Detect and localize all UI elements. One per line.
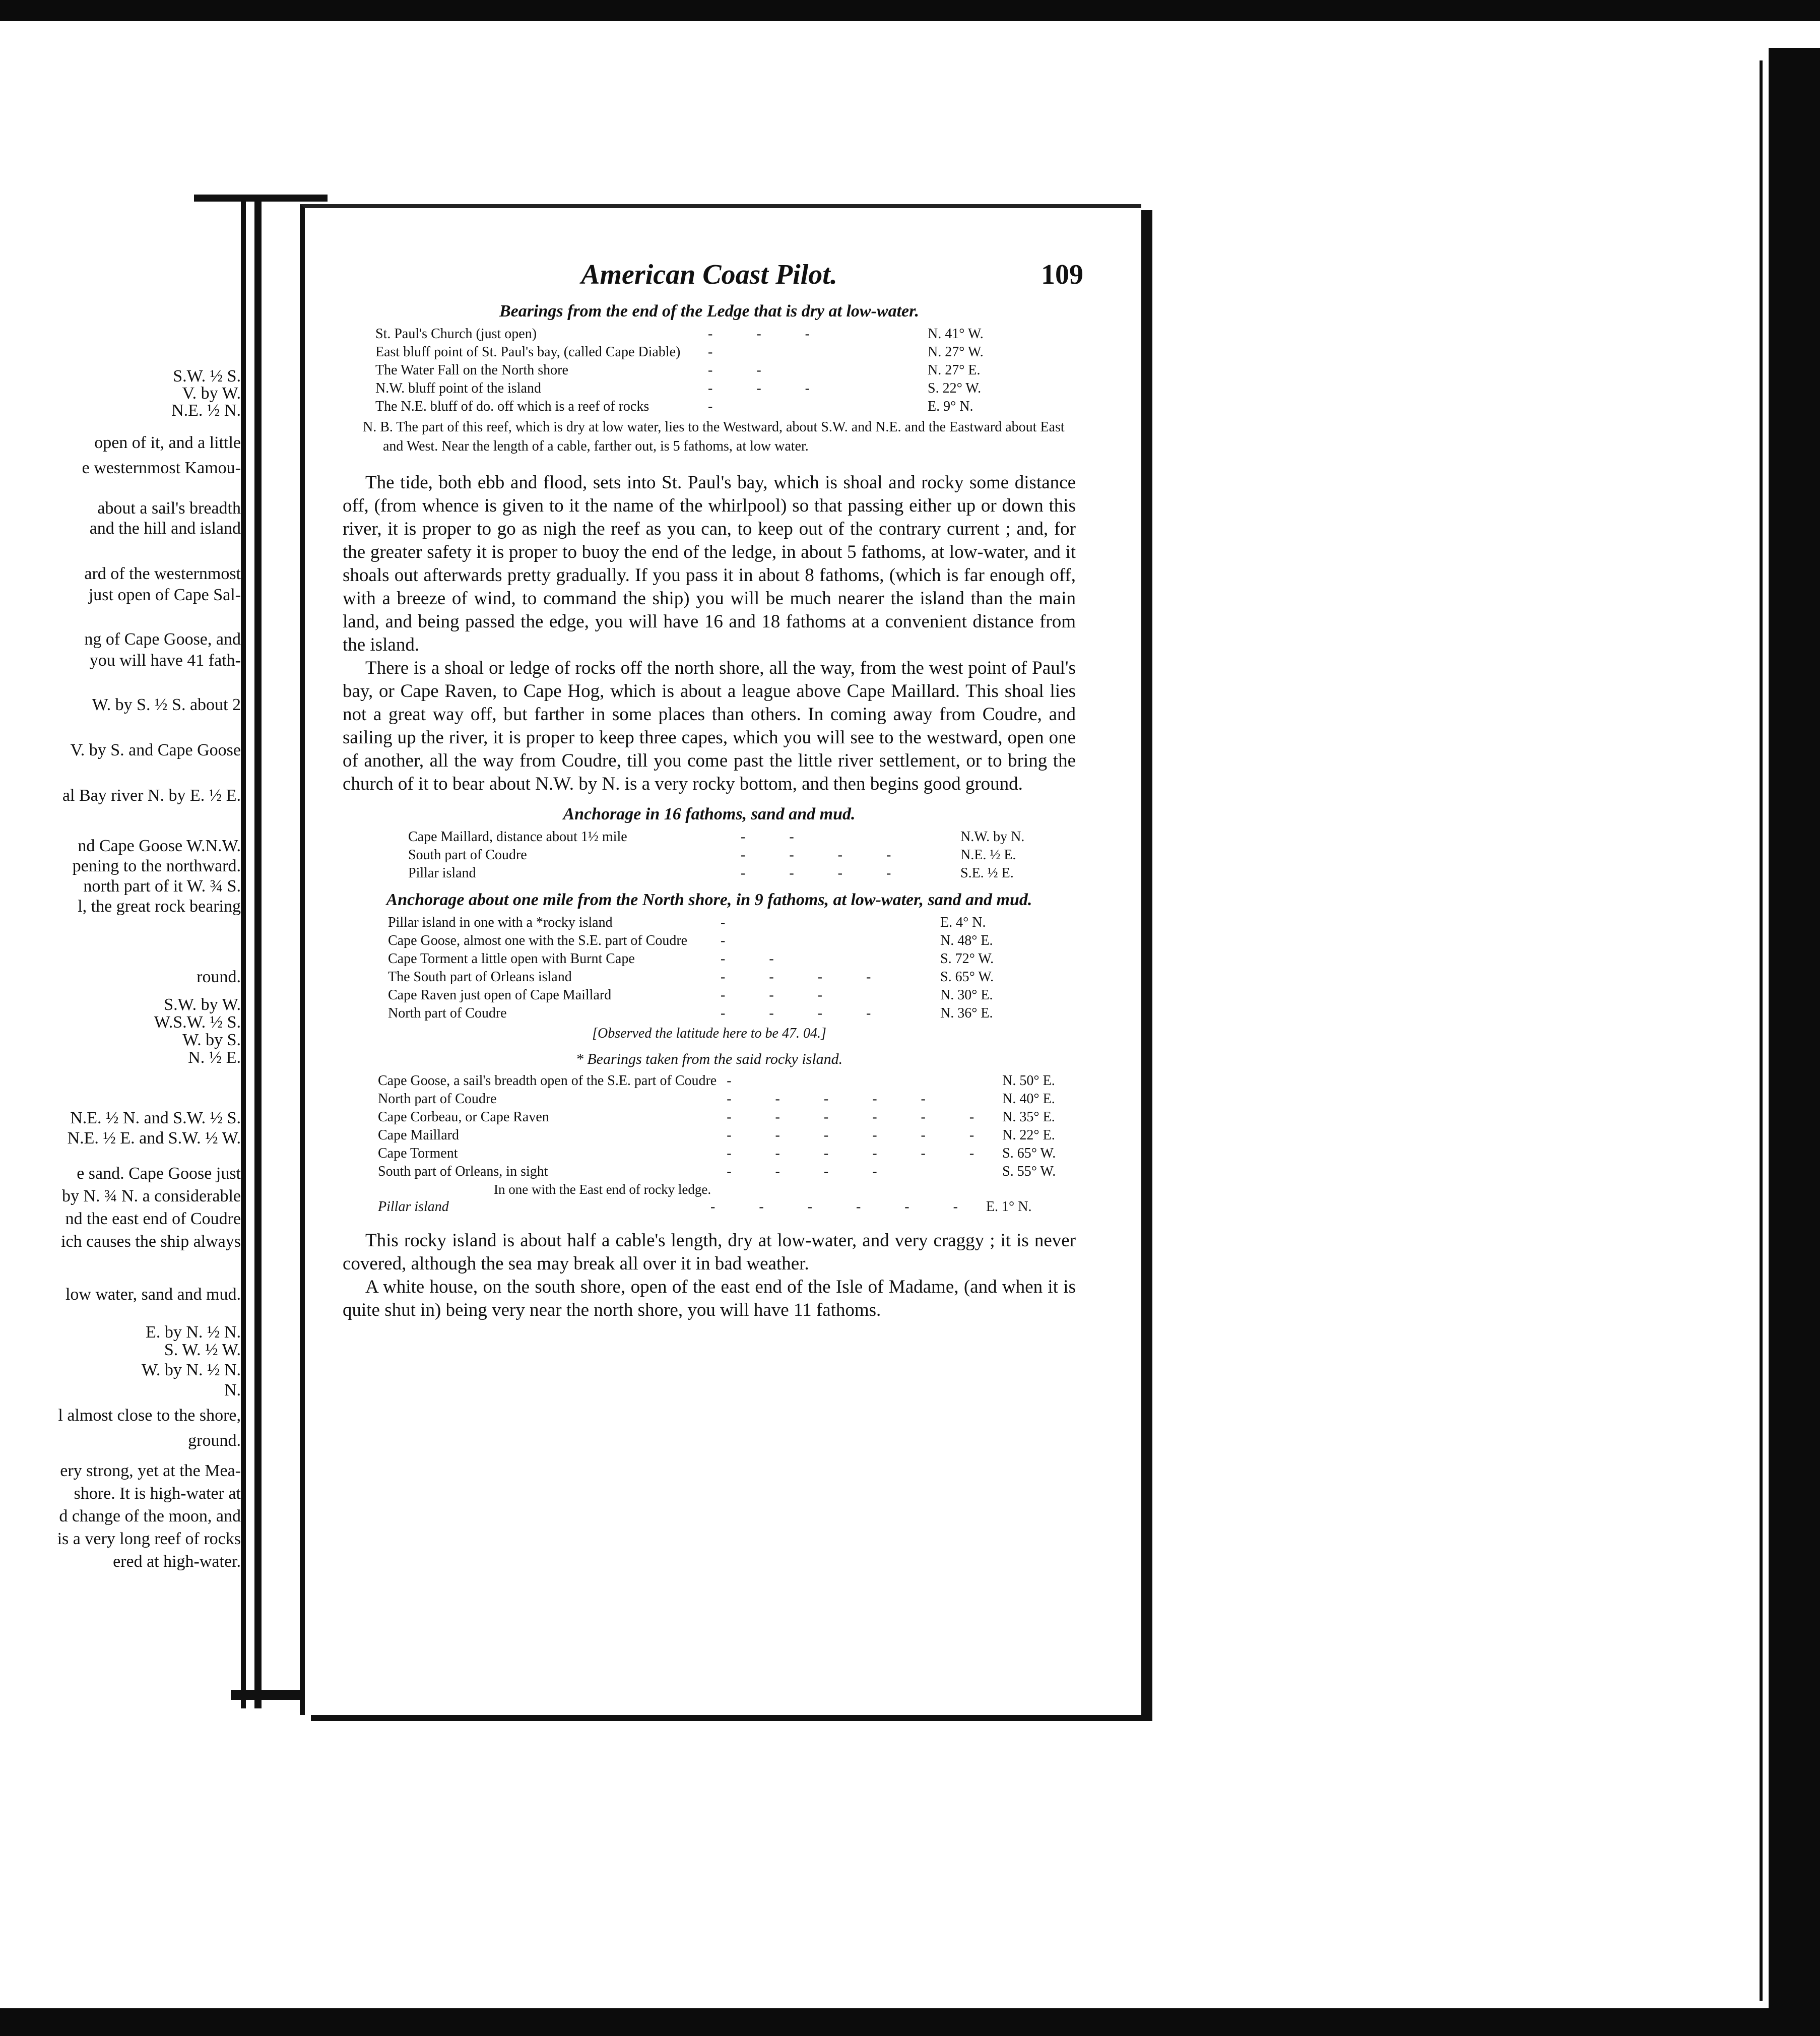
bearings-table-ledge-body <box>375 325 984 416</box>
paragraph-white-house: A white house, on the south shore, open of the east end of the Isle of Madame, (and when it is quite shut in) being very near the north shore, you will have 11 fathoms. <box>343 1277 1076 1320</box>
spine-inner <box>254 197 262 1708</box>
bearing-leader-dashes: - <box>727 1073 752 1089</box>
bearing-leader-dashes: - - <box>721 951 794 967</box>
running-title: American Coast Pilot. <box>581 259 837 290</box>
bearing-row <box>408 846 1024 864</box>
bearing-place: East bluff point of St. Paul's bay, (called Cape Diable) <box>375 344 681 360</box>
bearings-table-anchorage-9-body <box>388 914 994 1023</box>
bearing-value: N. 22° E. <box>1002 1127 1055 1143</box>
left-page-line: N. ½ E. <box>188 1048 241 1067</box>
bearing-row <box>388 914 994 932</box>
bearing-value: S. 55° W. <box>1002 1164 1056 1179</box>
bearing-leader-dashes: - - - - <box>741 865 912 881</box>
section-heading-anchorage-16: Anchorage in 16 fathoms, sand and mud. <box>563 805 856 823</box>
left-page-line: pening to the northward. <box>72 857 241 875</box>
bearings-row-pillar-island <box>378 1198 1031 1216</box>
left-page-line: W. by S. ½ S. about 2 <box>92 695 241 714</box>
bearing-leader-dashes: - - - <box>721 987 842 1003</box>
bearing-value: S. 65° W. <box>940 969 994 985</box>
bearing-row <box>375 398 984 416</box>
left-page-line: W. by N. ½ N. <box>141 1361 241 1379</box>
left-page-line: e sand. Cape Goose just <box>77 1164 241 1183</box>
bearing-row <box>388 968 994 986</box>
left-page-line: and the hill and island <box>89 519 241 538</box>
left-page-fragment <box>0 0 241 2036</box>
binding-clip-top <box>194 195 328 202</box>
bearing-value: S. 72° W. <box>940 951 994 967</box>
left-page-line: S. W. ½ W. <box>164 1341 241 1359</box>
left-page-line: N.E. ½ N. <box>171 401 241 420</box>
bearing-place: Cape Maillard <box>378 1127 459 1143</box>
left-page-line: ard of the westernmost <box>84 564 241 583</box>
bearing-place: Cape Raven just open of Cape Maillard <box>388 987 612 1003</box>
bearing-leader-dashes: - <box>721 933 746 948</box>
bearing-place: Cape Torment <box>378 1146 458 1161</box>
left-page-line: ng of Cape Goose, and <box>84 630 241 649</box>
bearing-row <box>378 1144 1056 1163</box>
bearing-value: S.E. ½ E. <box>960 865 1014 881</box>
bearing-value: N. 40° E. <box>1002 1091 1055 1107</box>
bearing-leader-dashes: - - - <box>708 326 830 342</box>
left-page-line: ered at high-water. <box>113 1552 241 1571</box>
left-page-line: ich causes the ship always <box>61 1232 241 1251</box>
bearing-value: E. 4° N. <box>940 915 986 930</box>
bearing-leader-dashes: - - - - <box>741 847 912 863</box>
left-page-line: round. <box>197 968 241 986</box>
bearing-value: N.E. ½ E. <box>960 847 1016 863</box>
paragraph-shoal: There is a shoal or ledge of rocks off the north shore, all the way, from the west point of Paul's bay, or Cape Raven, to Cape Hog, which is about a league above Cape Maillard. This shoal lies not a great way off, but farther in some places than others. In coming away from Coudre, and sailing up the river, it is proper to keep three capes, which you will see to the westward, open one of another, all the way from Coudre, till you come past the little river settlement, or to bring the church of it to bear about N.W. by N. is a very rocky bottom, and then begins good ground. <box>343 658 1076 794</box>
left-page-line: north part of it W. ¾ S. <box>83 877 241 896</box>
bearing-leader-dashes: - - - - <box>721 969 891 985</box>
left-page-line: d change of the moon, and <box>59 1507 241 1525</box>
bearing-value: N. 35° E. <box>1002 1109 1055 1125</box>
left-page-line: W. by S. <box>182 1031 241 1049</box>
bearings-table-rocky-island-body <box>378 1072 1056 1181</box>
bearing-place: Cape Maillard, distance about 1½ mile <box>408 829 627 845</box>
left-page-line: S.W. ½ S. <box>173 367 241 386</box>
page-content <box>343 259 1083 1322</box>
bearing-place: Cape Torment a little open with Burnt Cape <box>388 951 635 967</box>
bearing-row <box>388 986 994 1004</box>
bearing-value: N. 27° W. <box>928 344 984 360</box>
bearing-row <box>375 325 984 343</box>
bearing-value: N. 30° E. <box>940 987 993 1003</box>
bearing-value: N. 48° E. <box>940 933 993 948</box>
left-page-line: N.E. ½ E. and S.W. ½ W. <box>67 1129 241 1148</box>
bearing-leader-dashes: - <box>708 344 733 360</box>
left-page-line: low water, sand and mud. <box>65 1285 241 1304</box>
bearing-place: Pillar island <box>378 1199 449 1215</box>
bearing-place: North part of Coudre <box>378 1091 497 1107</box>
paragraph-tide: The tide, both ebb and flood, sets into St. Paul's bay, which is shoal and rocky some distance off, (from whence is given to it the name of the whirlpool) so that passing either up or down this river, it is proper to go as nigh the reef as you can, to keep out of the contrary current ; and, for the greater safety it is proper to buoy the end of the ledge, in about 5 fathoms, at low-water, and it shoals out afterwards pretty gradually. If you pass it in about 8 fathoms, (which is far enough off, with a breeze of wind, to command the ship) you will be much nearer the island than the main land, and being passed the edge, you will have 16 and 18 fathoms at a convenient distance from the island. <box>343 472 1076 655</box>
book-page <box>300 204 1141 1715</box>
left-page-line: W.S.W. ½ S. <box>154 1013 241 1032</box>
bearing-leader-dashes: - - - - - - <box>727 1109 995 1125</box>
bearings-table-ledge <box>375 325 984 416</box>
bearing-value: S. 22° W. <box>928 380 982 396</box>
bearing-place: N.W. bluff point of the island <box>375 380 541 396</box>
paragraph-rocky-island: This rocky island is about half a cable's length, dry at low-water, and very craggy ; it is never covered, although the sea may break all over it in bad weather. <box>343 1230 1076 1274</box>
bearing-row <box>388 1004 994 1023</box>
left-page-line: ery strong, yet at the Mea- <box>60 1461 241 1480</box>
scan-border-right <box>1769 48 1820 2008</box>
bearing-place: The N.E. bluff of do. off which is a reef of rocks <box>375 399 649 414</box>
bearing-value: N. 27° E. <box>928 362 981 378</box>
left-page-line: E. by N. ½ N. <box>146 1323 241 1342</box>
bearing-place: The South part of Orleans island <box>388 969 572 985</box>
left-page-line: is a very long reef of rocks <box>57 1530 241 1548</box>
left-page-line: nd Cape Goose W.N.W. <box>78 837 241 855</box>
bearing-row <box>378 1090 1056 1108</box>
bearing-leader-dashes: - - - - <box>721 1005 891 1021</box>
spine-outer <box>241 197 246 1708</box>
bearing-leader-dashes: - - - - - - <box>710 1199 978 1215</box>
scan-border-bottom <box>0 2008 1820 2036</box>
section-heading-ledge: Bearings from the end of the Ledge that is dry at low-water. <box>499 302 920 321</box>
left-page-line: al Bay river N. by E. ½ E. <box>62 786 241 805</box>
bearing-row <box>378 1163 1056 1181</box>
bearing-leader-dashes: - - <box>708 362 782 378</box>
bearing-place: Pillar island <box>408 865 476 881</box>
bearing-row <box>375 361 984 379</box>
rocky-ledge-subline: In one with the East end of rocky ledge. <box>494 1182 711 1197</box>
left-page-line: just open of Cape Sal- <box>88 586 241 604</box>
bearing-place: St. Paul's Church (just open) <box>375 326 537 342</box>
running-head <box>343 259 1083 299</box>
left-page-line: N.E. ½ N. and S.W. ½ S. <box>70 1109 241 1127</box>
left-page-line: shore. It is high-water at <box>74 1484 241 1503</box>
left-page-line: N. <box>224 1381 241 1399</box>
left-page-line: V. by S. and Cape Goose <box>70 741 241 759</box>
bearing-leader-dashes: - - - - - - <box>727 1146 995 1161</box>
bearing-row <box>408 864 1024 882</box>
bearing-place: Cape Goose, almost one with the S.E. part of Coudre <box>388 933 688 948</box>
left-page-line: ground. <box>188 1431 241 1450</box>
bearing-place: South part of Coudre <box>408 847 527 863</box>
bearing-row <box>378 1198 1031 1216</box>
left-page-line: V. by W. <box>182 384 241 403</box>
bearing-place: North part of Coudre <box>388 1005 507 1021</box>
bearing-value: N.W. by N. <box>960 829 1025 845</box>
bearing-leader-dashes: - - - - <box>727 1164 897 1179</box>
bearing-value: S. 65° W. <box>1002 1146 1056 1161</box>
page-number: 109 <box>1041 259 1083 290</box>
left-page-line: e westernmost Kamou- <box>82 459 241 477</box>
left-page-line: about a sail's breadth <box>97 499 241 518</box>
section-heading-rocky-island: * Bearings taken from the said rocky island. <box>575 1051 843 1067</box>
bearings-table-anchorage-16-body <box>408 828 1024 882</box>
scan-border-top <box>0 0 1820 21</box>
bearing-value: N. 41° W. <box>928 326 984 342</box>
bearings-table-anchorage-16 <box>408 828 1024 882</box>
bearing-value: E. 1° N. <box>986 1199 1032 1215</box>
bearing-leader-dashes: - <box>708 399 733 414</box>
bearing-row <box>378 1108 1056 1126</box>
page-edge-right <box>1760 60 1763 2001</box>
left-page-line: nd the east end of Coudre <box>65 1210 241 1228</box>
bearing-row <box>408 828 1024 846</box>
left-page-line: S.W. by W. <box>164 995 241 1014</box>
bearing-row <box>388 932 994 950</box>
bearing-leader-dashes: - - - - - <box>727 1091 946 1107</box>
left-page-line: l, the great rock bearing <box>78 897 241 916</box>
bearings-table-anchorage-9 <box>388 914 994 1023</box>
bearing-row <box>375 379 984 398</box>
latitude-note: [Observed the latitude here to be 47. 04.] <box>592 1026 826 1041</box>
bearing-leader-dashes: - - <box>741 829 814 845</box>
section-heading-anchorage-9: Anchorage about one mile from the North shore, in 9 fathoms, at low-water, sand and mud. <box>386 890 1032 909</box>
bearing-row <box>375 343 984 361</box>
bearing-value: N. 36° E. <box>940 1005 993 1021</box>
bearing-place: Cape Goose, a sail's breadth open of the S.E. part of Coudre <box>378 1073 717 1089</box>
bearing-place: The Water Fall on the North shore <box>375 362 568 378</box>
left-page-line: l almost close to the shore, <box>58 1406 241 1425</box>
bearing-value: N. 50° E. <box>1002 1073 1055 1089</box>
bearing-leader-dashes: - - - <box>708 380 830 396</box>
bearing-leader-dashes: - <box>721 915 746 930</box>
nb-note: N. B. The part of this reef, which is dry at low water, lies to the Westward, about S.W. and N.E. and the Eastward about East and West. Near the length of a cable, farther out, is 5 fathoms, at low water. <box>363 419 1065 454</box>
left-page-line: you will have 41 fath- <box>89 651 241 670</box>
bearing-row <box>378 1072 1056 1090</box>
bearing-place: Pillar island in one with a *rocky island <box>388 915 613 930</box>
bearings-table-rocky-island <box>378 1072 1056 1181</box>
left-page-line: open of it, and a little <box>94 433 241 452</box>
bearing-value: E. 9° N. <box>928 399 973 414</box>
bearing-place: South part of Orleans, in sight <box>378 1164 548 1179</box>
left-page-line: by N. ¾ N. a considerable <box>61 1187 241 1205</box>
bearing-place: Cape Corbeau, or Cape Raven <box>378 1109 549 1125</box>
bearing-leader-dashes: - - - - - - <box>727 1127 995 1143</box>
bearing-row <box>388 950 994 968</box>
bearing-row <box>378 1126 1056 1144</box>
